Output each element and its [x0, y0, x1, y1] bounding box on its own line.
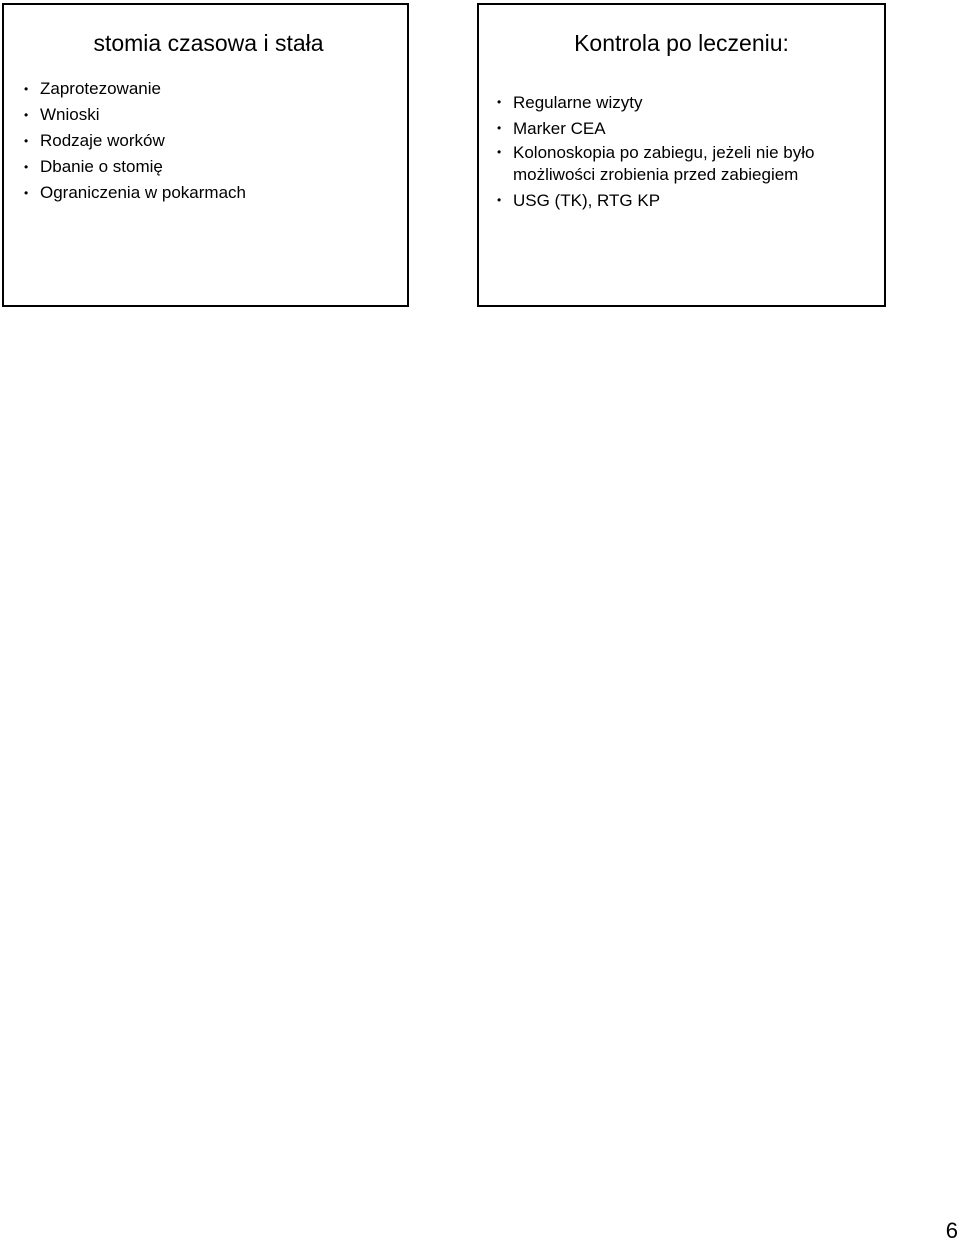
list-item [497, 116, 814, 142]
list-item [497, 188, 814, 214]
list-item-text: Marker CEA [513, 118, 606, 138]
list-item-text: USG (TK), RTG KP [513, 191, 661, 210]
page-number: 6 [945, 1218, 958, 1243]
bullet-icon: • [24, 108, 29, 122]
list-item-text: Kolonoskopia po zabiegu, jeżeli nie było [513, 143, 815, 162]
list-item-text: Wnioski [40, 105, 100, 124]
slide-title: stomia czasowa i stała [93, 30, 324, 56]
list-item [24, 154, 246, 180]
list-item-text: Zaprotezowanie [40, 79, 161, 98]
list-item [24, 102, 246, 128]
bullet-list [24, 76, 246, 206]
slide-left [2, 3, 409, 307]
list-item [24, 76, 246, 102]
bullet-icon: • [497, 145, 502, 159]
list-item-text-continued: możliwości zrobienia przed zabiegiem [513, 165, 799, 184]
list-item-text: Dbanie o stomię [40, 157, 163, 176]
list-item [24, 180, 246, 206]
slide-right [477, 3, 886, 307]
list-item-text: Ograniczenia w pokarmach [40, 183, 246, 202]
bullet-icon: • [24, 82, 29, 96]
list-item [497, 141, 814, 188]
bullet-icon: • [24, 160, 29, 174]
bullet-icon: • [497, 193, 502, 207]
list-item [24, 128, 246, 154]
bullet-icon: • [24, 186, 29, 200]
list-item-text: Regularne wizyty [513, 93, 643, 112]
list-item [497, 90, 814, 116]
bullet-icon: • [497, 95, 502, 109]
bullet-icon: • [497, 120, 502, 135]
bullet-list [497, 90, 814, 214]
list-item-text: Rodzaje worków [40, 131, 165, 150]
bullet-icon: • [24, 134, 29, 148]
slide-title: Kontrola po leczeniu: [574, 30, 789, 56]
